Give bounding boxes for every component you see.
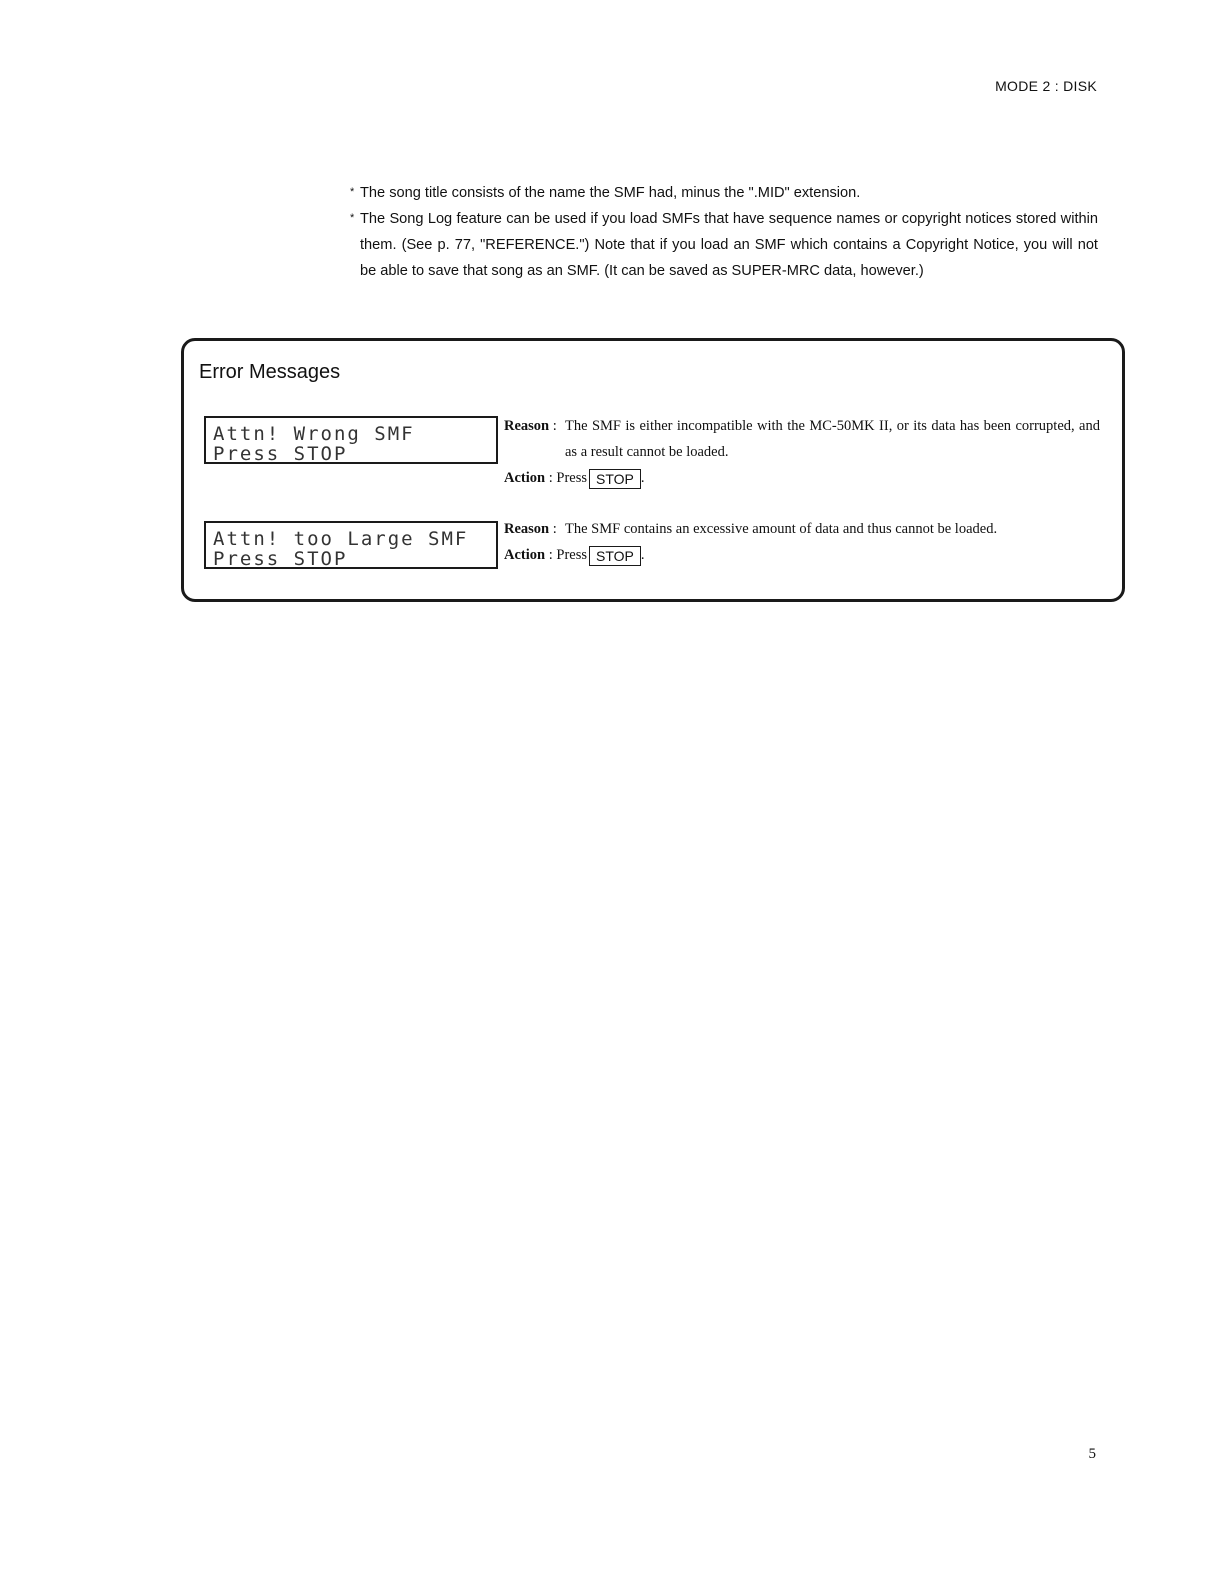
lcd-display [204,521,498,569]
reason-row: Reason : The SMF contains an excessive amount of data and thus cannot be loaded. [504,521,998,537]
action-label: Action [504,470,546,486]
note-item [350,180,1098,206]
lcd-line-2: Press STOP [213,548,348,570]
stop-key: STOP [589,469,641,489]
error-explanation [504,413,1100,491]
error-explanation [504,516,1100,568]
error-messages-box [181,338,1125,602]
stop-key: STOP [589,546,641,566]
action-row: Action : Press STOP . [504,547,645,564]
section-header: MODE 2 : DISK [995,78,1097,94]
note-item [350,206,1098,284]
page-number: 5 [1088,1446,1096,1462]
action-text: Press [556,470,587,486]
lcd-line-1: Attn! too Large SMF [213,528,469,550]
lcd-line-1: Attn! Wrong SMF [213,423,415,445]
note-bullet: * [350,212,355,224]
action-row: Action : Press STOP . [504,470,645,487]
reason-label: Reason [504,418,550,434]
note-text: The Song Log feature can be used if you load SMFs that have sequence names or copyright notices stored within them. (See p. 77, "REFERENCE.") Note that if you load an SMF which contains a Copyright Notice, you will not be able to save that song as an SMF. (It can be saved as SUPER-MRC data, however.) [360,211,1098,279]
note-bullet: * [350,186,355,198]
action-label: Action [504,547,546,563]
reason-row: Reason : The SMF is either incompatible with the MC-50MK II, or its data has been corrupted, and as a result cannot be loaded. [504,418,1100,460]
note-text: The song title consists of the name the SMF had, minus the ".MID" extension. [360,185,861,201]
notes-list [350,180,1098,284]
reason-label: Reason [504,521,550,537]
reason-text: The SMF contains an excessive amount of data and thus cannot be loaded. [565,521,998,537]
lcd-line-2: Press STOP [213,443,348,465]
error-messages-title: Error Messages [199,361,341,383]
reason-text: The SMF is either incompatible with the MC-50MK II, or its data has been corrupted, and as a result cannot be loaded. [565,418,1100,460]
lcd-display [204,416,498,464]
action-text: Press [556,547,587,563]
